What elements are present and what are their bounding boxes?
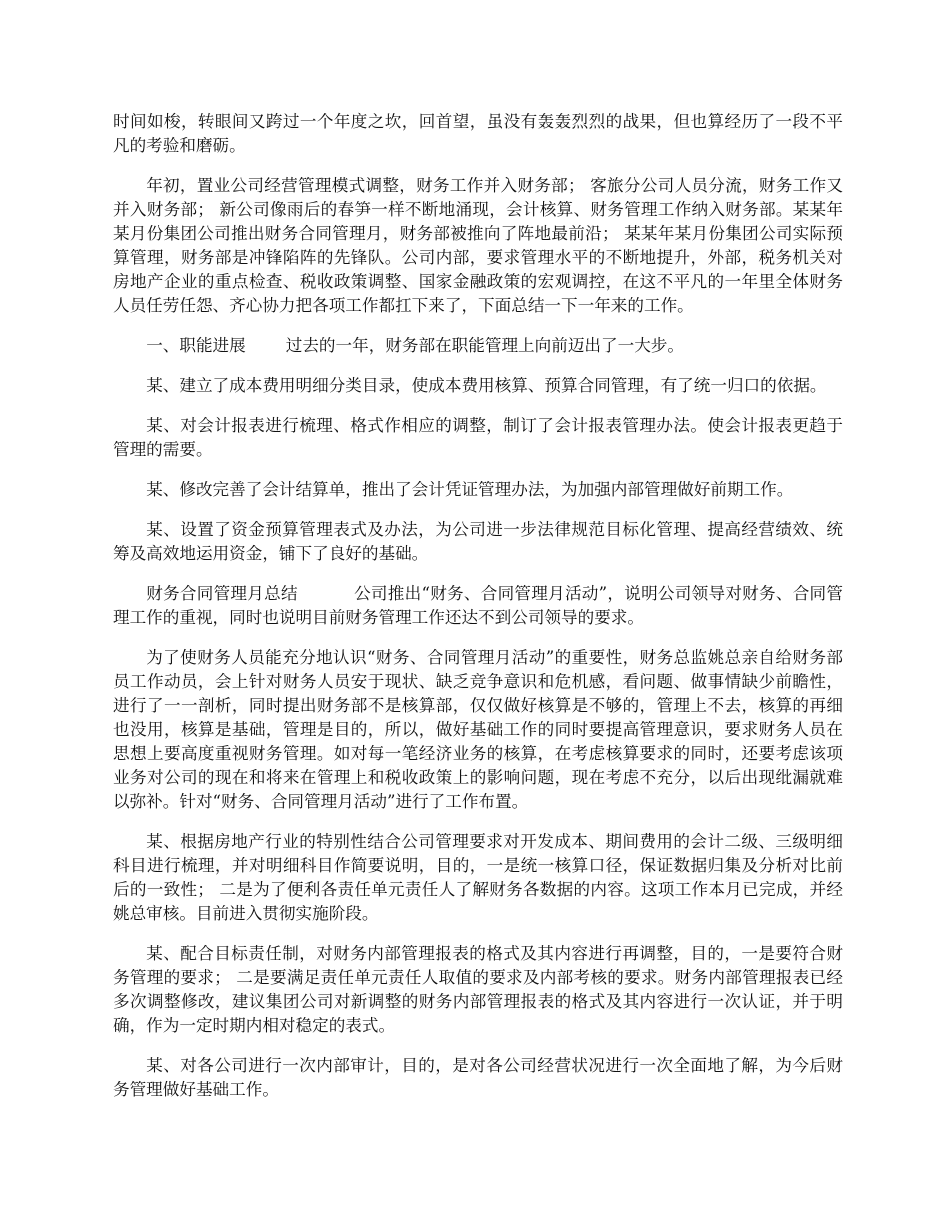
document-body (113, 110, 843, 1118)
list-item: 某、对会计报表进行梳理、格式作相应的调整，制订了会计报表管理办法。使会计报表更趋于管理的需要。 (113, 416, 843, 459)
list-item: 某、配合目标责任制，对财务内部管理报表的格式及其内容进行再调整，目的，一是要符合财务管理的要求； 二是要满足责任单元责任人取值的要求及内部考核的要求。财务内部管理报表已经多次调整修改，建议集团公司对新调整的财务内部管理报表的格式及其内容进行一次认证，并于明确，作为一定时期内相对稳定的表式。 (113, 944, 843, 1035)
section-one-paragraph (113, 334, 843, 358)
section-two-heading: 财务合同管理月总结 (146, 584, 298, 603)
list-item: 某、根据房地产行业的特别性结合公司管理要求对开发成本、期间费用的会计二级、三级明细科目进行梳理，并对明细科目作简要说明，目的，一是统一核算口径，保证数据归集及分析对比前后的一致性； 二是为了便利各责任单元责任人了解财务各数据的内容。这项工作本月已完成，并经姚总审核。目前进入贯彻实施阶段。 (113, 832, 843, 923)
section-one-heading: 一、职能进展 (146, 336, 246, 355)
intro-paragraph: 时间如梭，转眼间又跨过一个年度之坎，回首望，虽没有轰轰烈烈的战果，但也算经历了一段不平凡的考验和磨砺。 (113, 112, 843, 155)
mobilization-paragraph: 为了使财务人员能充分地认识“财务、合同管理月活动”的重要性，财务总监姚总亲自给财务部员工作动员，会上针对财务人员安于现状、缺乏竞争意识和危机感，看问题、做事情缺少前瞻性，进行了一一剖析，同时提出财务部不是核算部，仅仅做好核算是不够的，管理上不去，核算的再细也没用，核算是基础，管理是目的，所以，做好基础工作的同时要提高管理意识，要求财务人员在思想上要高度重视财务管理。如对每一笔经济业务的核算，在考虑核算要求的同时，还要考虑该项业务对公司的现在和将来在管理上和税收政策上的影响问题，现在考虑不充分，以后出现纰漏就难以弥补。针对“财务、合同管理月活动”进行了工作布置。 (113, 648, 843, 811)
list-item: 某、建立了成本费用明细分类目录，使成本费用核算、预算合同管理，有了统一归口的依据。 (146, 376, 827, 395)
section-two-text: 公司推出“财务、合同管理月活动”，说明公司领导对财务、合同管理工作的重视，同时也说明目前财务管理工作还达不到公司领导的要求。 (113, 584, 843, 627)
overview-paragraph: 年初，置业公司经营管理模式调整，财务工作并入财务部； 客旅分公司人员分流，财务工作又并入财务部； 新公司像雨后的春笋一样不断地涌现，会计核算、财务管理工作纳入财务部。某某年某月份集团公司推出财务合同管理月，财务部被推向了阵地最前沿； 某某年某月份集团公司实际预算管理，财务部是冲锋陷阵的先锋队。公司内部，要求管理水平的不断地提升，外部，税务机关对房地产企业的重点检查、税收政策调整、国家金融政策的宏观调控，在这不平凡的一年里全体财务人员任劳任怨、齐心协力把各项工作都扛下来了，下面总结一下一年来的工作。 (113, 176, 843, 315)
section-one-text: 过去的一年，财务部在职能管理上向前迈出了一大步。 (285, 336, 684, 355)
list-item: 某、对各公司进行一次内部审计，目的，是对各公司经营状况进行一次全面地了解，为今后财务管理做好基础工作。 (113, 1056, 843, 1099)
list-item: 某、设置了资金预算管理表式及办法，为公司进一步法律规范目标化管理、提高经营绩效、统筹及高效地运用资金，铺下了良好的基础。 (113, 520, 843, 563)
list-item: 某、修改完善了会计结算单，推出了会计凭证管理办法，为加强内部管理做好前期工作。 (146, 480, 794, 499)
section-two-paragraph (113, 582, 843, 630)
